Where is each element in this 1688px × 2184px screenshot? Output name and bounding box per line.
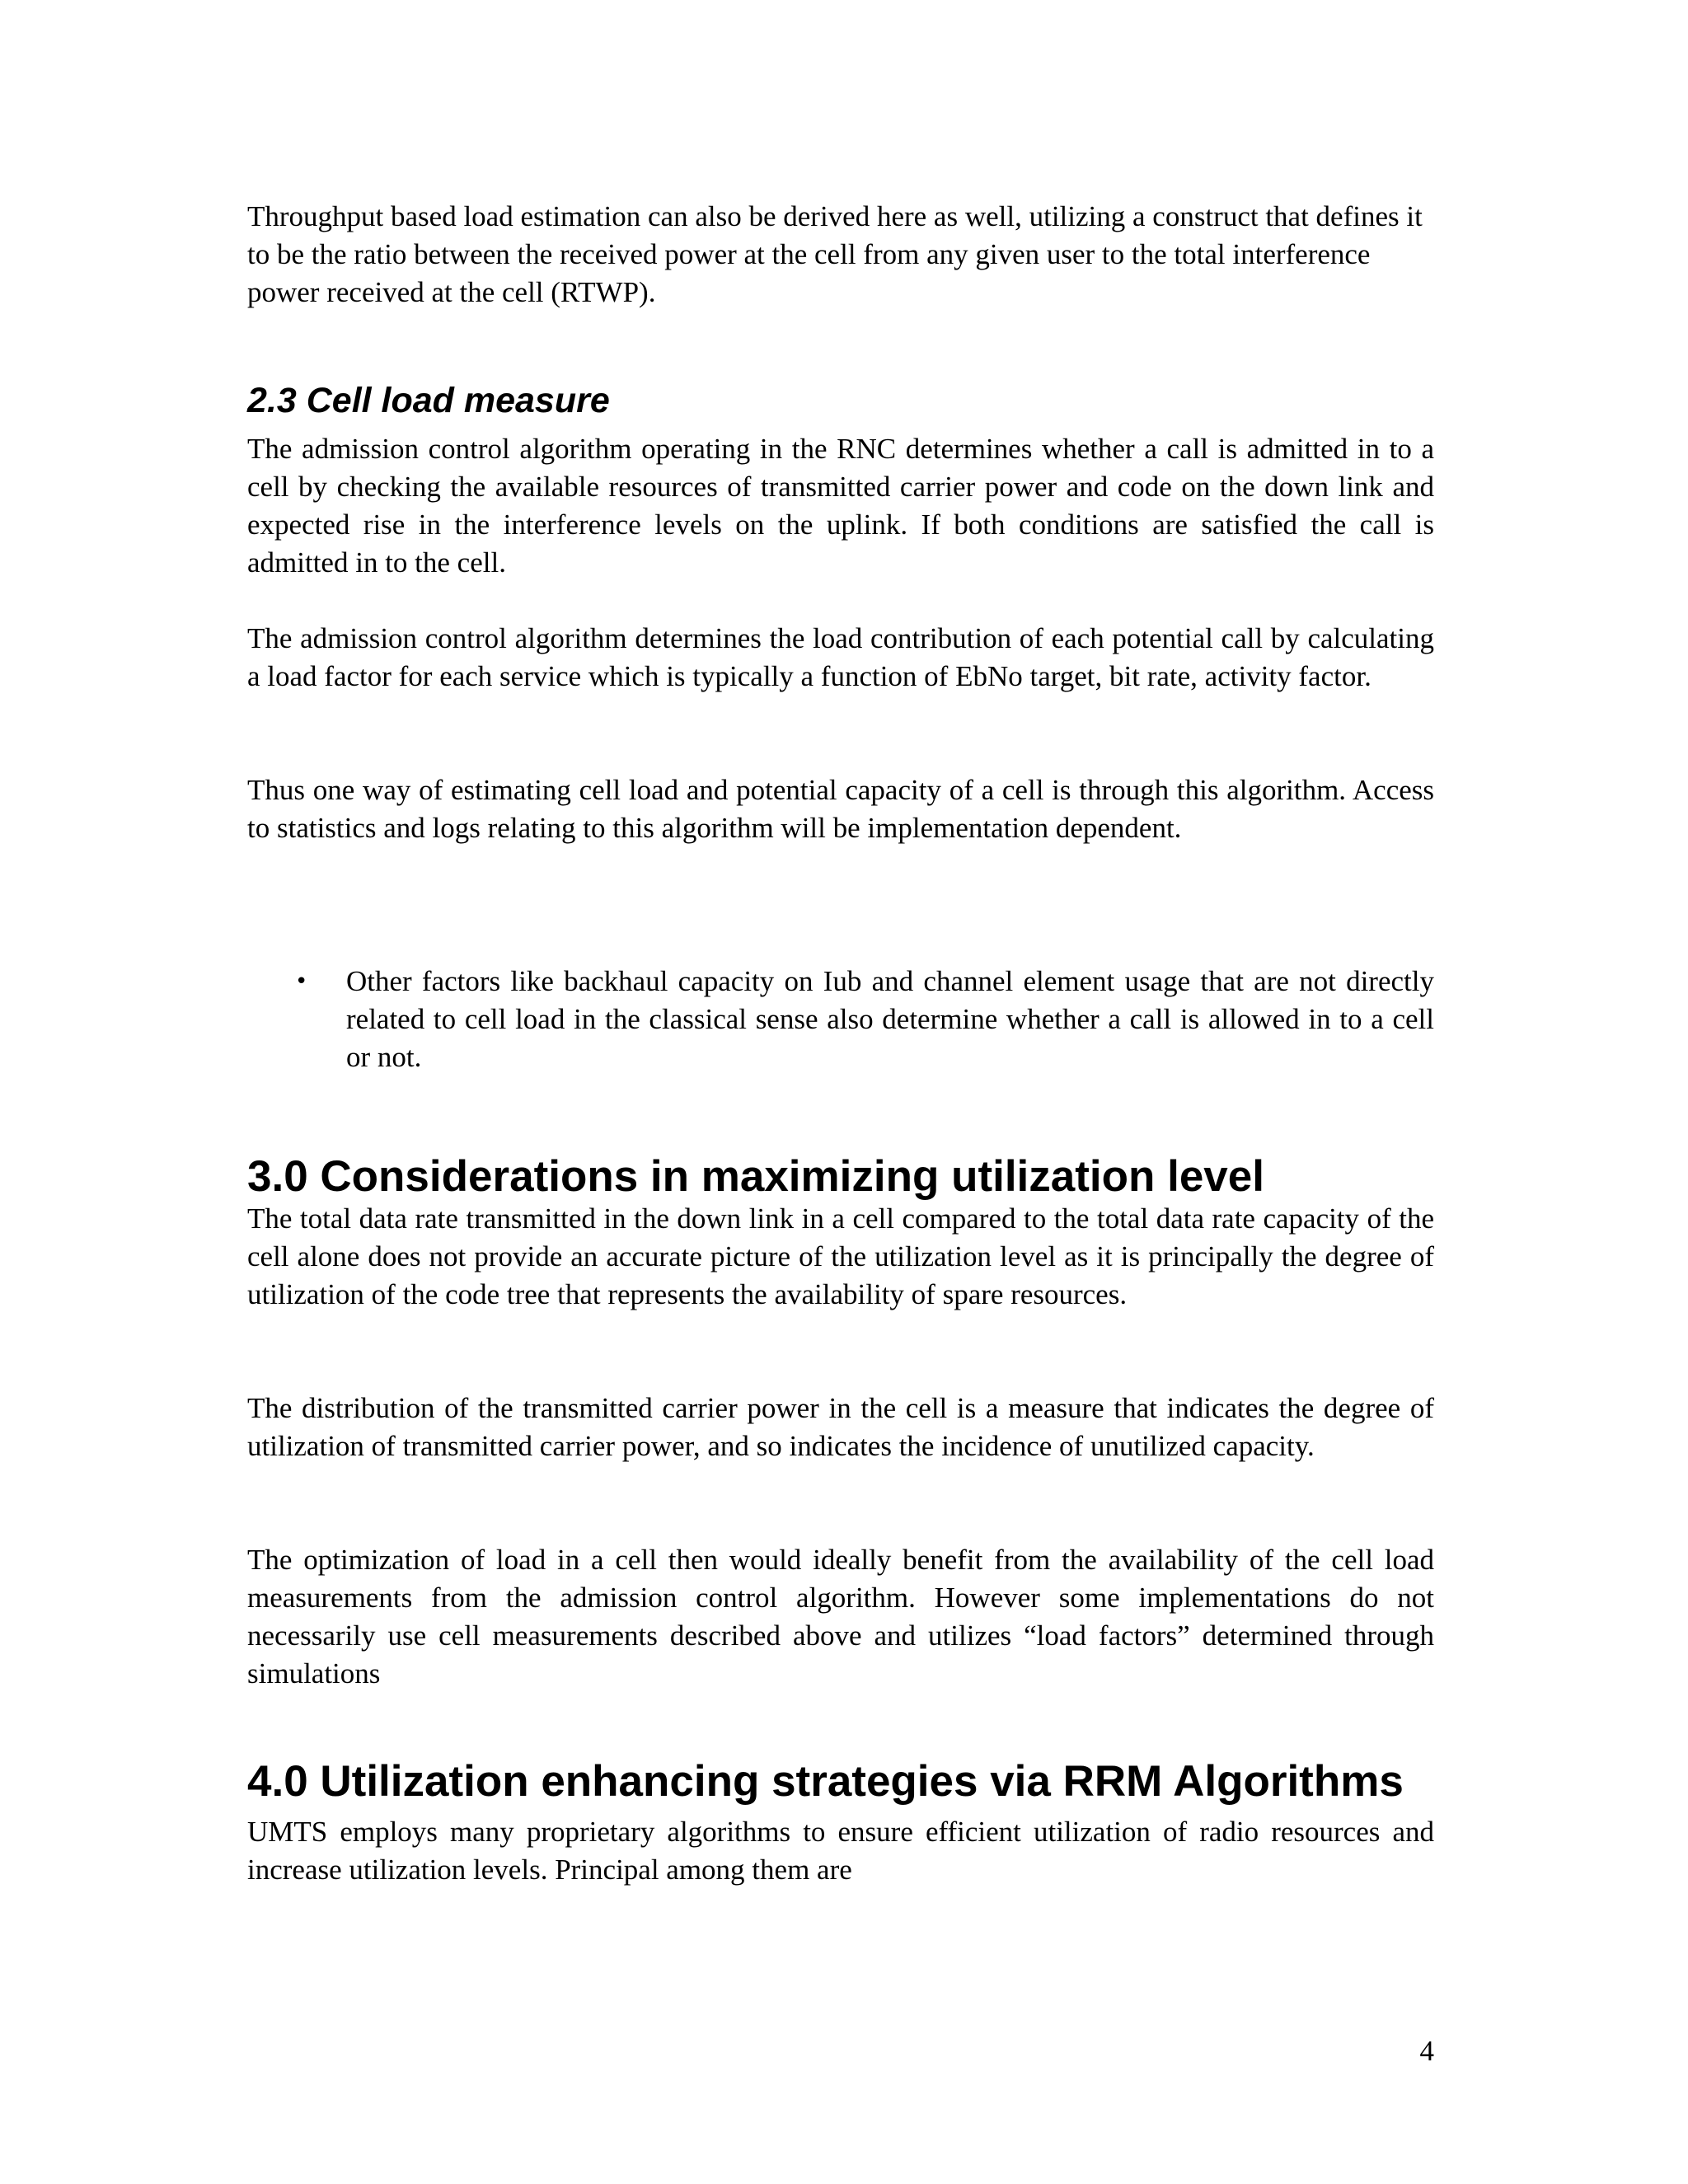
bullet-item bbox=[247, 963, 1434, 1076]
optimization-paragraph: The optimization of load in a cell then would ideally benefit from the availability of the cell load measurements from the admission control algorithm. However some implementations do not necessarily use cell measurements described above and utilizes “load factors” determined through simulations bbox=[247, 1544, 1434, 1690]
section-heading-strategies: 4.0 Utilization enhancing strategies via RRM Algorithms bbox=[247, 1757, 1404, 1806]
page-number: 4 bbox=[1419, 2035, 1434, 2067]
bullet-icon: • bbox=[295, 969, 308, 994]
distribution-paragraph: The distribution of the transmitted carrier power in the cell is a measure that indicates the degree of utilization of transmitted carrier power, and so indicates the incidence of unutilized capacity. bbox=[247, 1392, 1434, 1462]
umts-paragraph: UMTS employs many proprietary algorithms to ensure efficient utilization of radio resources and increase utilization levels. Principal among them are bbox=[247, 1816, 1434, 1886]
throughput-paragraph: Throughput based load estimation can also be derived here as well, utilizing a construct that defines it to be the ratio between the received power at the cell from any given user to the total interference power received at the cell (RTWP). bbox=[247, 200, 1423, 308]
admission-control-paragraph: The admission control algorithm operating in the RNC determines whether a call is admitted in to a cell by checking the available resources of transmitted carrier power and code on the down link and expected rise in the interference levels on the uplink. If both conditions are satisfied the call is admitted in to the cell. bbox=[247, 433, 1434, 579]
data-rate-paragraph: The total data rate transmitted in the down link in a cell compared to the total data rate capacity of the cell alone does not provide an accurate picture of the utilization level as it is principally the degree of utilization of the code tree that represents the availability of spare resources. bbox=[247, 1202, 1434, 1310]
estimating-paragraph: Thus one way of estimating cell load and potential capacity of a cell is through this algorithm. Access to statistics and logs relating to this algorithm will be implementation dependent. bbox=[247, 774, 1434, 844]
load-contribution-paragraph: The admission control algorithm determines the load contribution of each potential call by calculating a load factor for each service which is typically a function of EbNo target, bit rate, activity factor. bbox=[247, 622, 1434, 692]
section-heading-cell-load-measure: 2.3 Cell load measure bbox=[247, 381, 610, 420]
bullet-list bbox=[247, 963, 1434, 1076]
bullet-text: Other factors like backhaul capacity on Iub and channel element usage that are not directly related to cell load in the classical sense also determine whether a call is allowed in to a cell or not. bbox=[346, 965, 1434, 1073]
section-heading-considerations: 3.0 Considerations in maximizing utilization level bbox=[247, 1152, 1264, 1201]
